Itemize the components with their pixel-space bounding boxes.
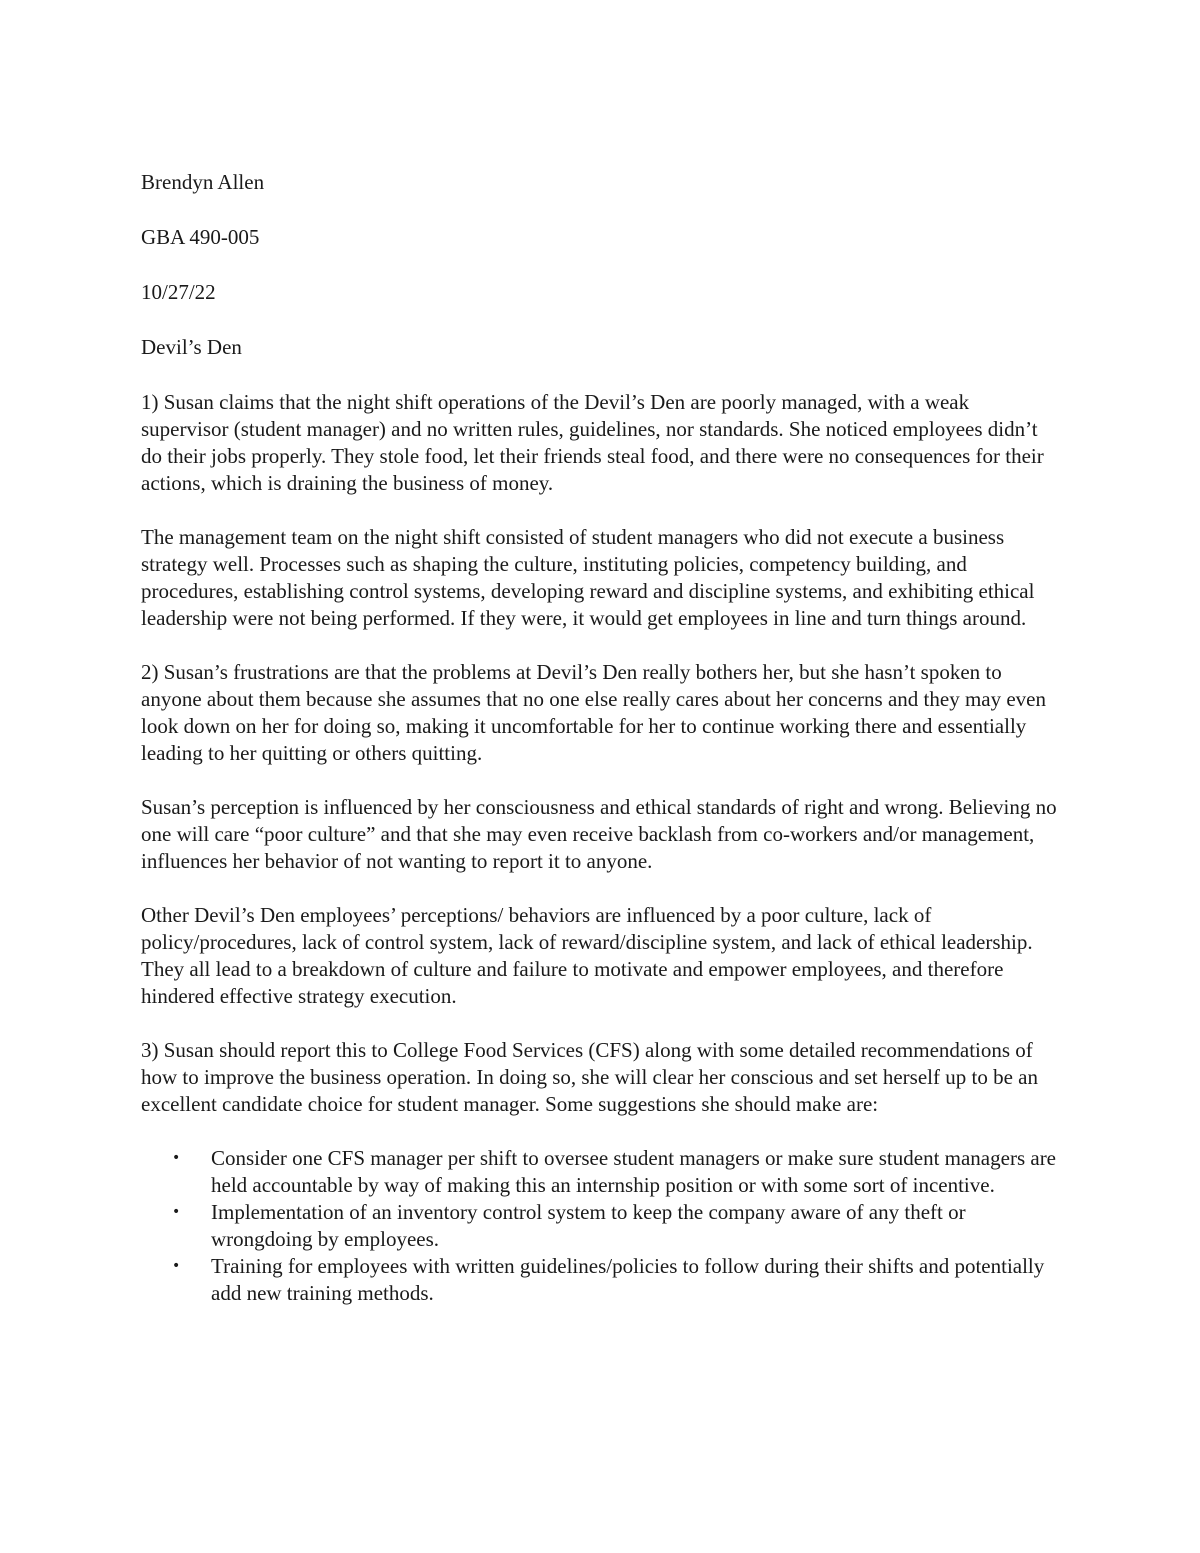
paragraph-3: 2) Susan’s frustrations are that the problems at Devil’s Den really bothers her, but she hasn’t spoken to anyone about them because she assumes that no one else really cares about her concerns and they may even look down on her for doing so, making it uncomfortable for her to continue working there and essentially leading to her quitting or others quitting. <box>141 660 1046 765</box>
author-name: Brendyn Allen <box>141 170 265 194</box>
bullet-icon: • <box>172 1204 181 1220</box>
suggestion-list <box>141 1145 1061 1307</box>
list-item <box>141 1145 1061 1199</box>
document-title: Devil’s Den <box>141 335 242 359</box>
bullet-icon: • <box>172 1258 181 1274</box>
paragraph-1: 1) Susan claims that the night shift operations of the Devil’s Den are poorly managed, with a weak supervisor (student manager) and no written rules, guidelines, nor standards. She noticed employees didn’t do their jobs properly. They stole food, let their friends steal food, and there were no consequences for their actions, which is draining the business of money. <box>141 390 1044 495</box>
list-item-text: Consider one CFS manager per shift to oversee student managers or make sure student managers are held accountable by way of making this an internship position or with some sort of incentive. <box>211 1146 1057 1197</box>
list-item-text: Implementation of an inventory control system to keep the company aware of any theft or wrongdoing by employees. <box>211 1200 966 1251</box>
bullet-icon: • <box>172 1150 181 1166</box>
course-code: GBA 490-005 <box>141 225 260 249</box>
paragraph-4: Susan’s perception is influenced by her consciousness and ethical standards of right and wrong. Believing no one will care “poor culture” and that she may even receive backlash from co-workers and/or management, influences her behavior of not wanting to report it to anyone. <box>141 795 1057 873</box>
paragraph-5: Other Devil’s Den employees’ perceptions/ behaviors are influenced by a poor culture, lack of policy/procedures, lack of control system, lack of reward/discipline system, and lack of ethical leadership. They all lead to a breakdown of culture and failure to motivate and empower employees, and therefore hindered effective strategy execution. <box>141 903 1033 1008</box>
list-item <box>141 1253 1061 1307</box>
list-item-text: Training for employees with written guidelines/policies to follow during their shifts and potentially add new training methods. <box>211 1254 1045 1305</box>
paragraph-6: 3) Susan should report this to College Food Services (CFS) along with some detailed recommendations of how to improve the business operation. In doing so, she will clear her conscious and set herself up to be an excellent candidate choice for student manager. Some suggestions she should make are: <box>141 1038 1038 1116</box>
document-page <box>141 169 1061 1307</box>
paragraph-2: The management team on the night shift consisted of student managers who did not execute a business strategy well. Processes such as shaping the culture, instituting policies, competency building, and procedures, establishing control systems, developing reward and discipline systems, and exhibiting ethical leadership were not being performed. If they were, it would get employees in line and turn things around. <box>141 525 1035 630</box>
list-item <box>141 1199 1061 1253</box>
document-date: 10/27/22 <box>141 280 216 304</box>
